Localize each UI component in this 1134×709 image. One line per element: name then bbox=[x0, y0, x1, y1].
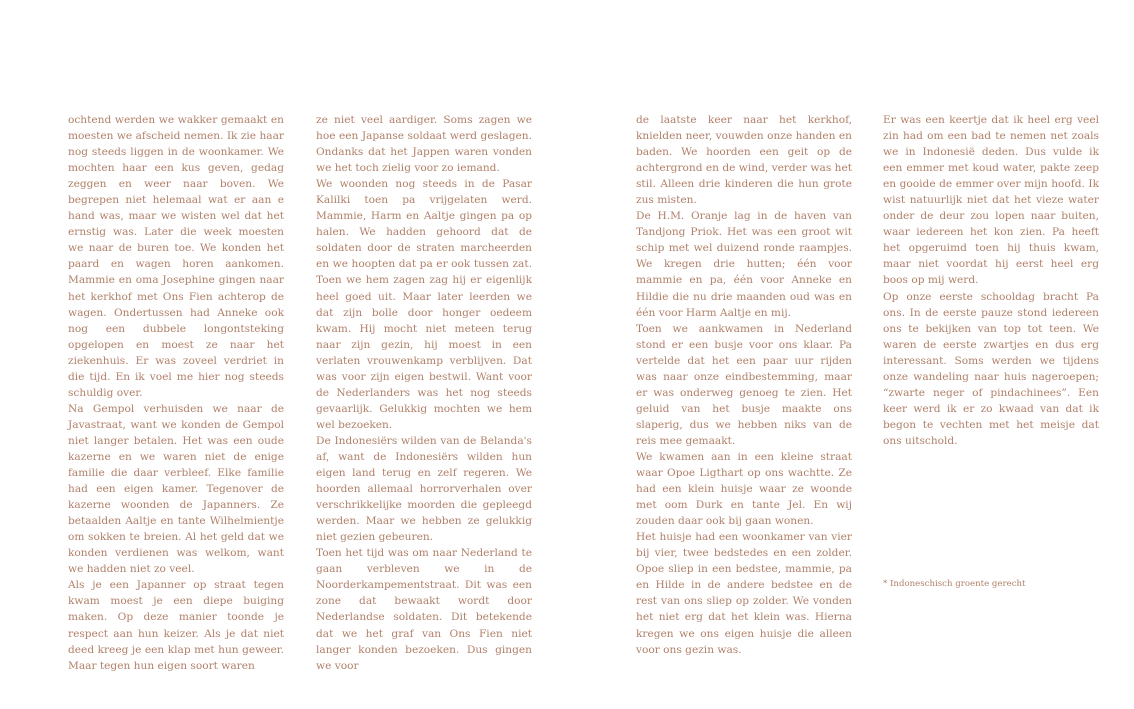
paragraph: Na Gempol verhuisden we naar de Javastraat, want we konden de Gempol niet langer betalen. Het was een oude kazerne en we waren niet de enige familie die daar verbleef. Elke familie had een eigen kamer. Tegenover de kazerne woonden de Japanners. Ze betaalden Aaltje en tante Wilhelmientje om sokken te breien. Al het geld dat we konden verdienen was welkom, want we hadden niet zo veel. bbox=[68, 402, 284, 576]
paragraph: Toen we aankwamen in Nederland stond er een busje voor ons klaar. Pa vertelde dat het een paar uur rijden was naar onze eindbestemming, maar er was onderweg genoeg te zien. Het geluid van het busje maakte ons slaperig, dus we hebben niks van de reis mee gemaakt. bbox=[636, 322, 852, 447]
text-column-1 bbox=[68, 112, 284, 674]
text-column-4 bbox=[883, 112, 1099, 449]
paragraph: Op onze eerste schooldag bracht Pa ons. In de eerste pauze stond iedereen ons te bekijken van top tot teen. We waren de eerste zwartjes en dus erg interessant. Soms werden we tijdens onze wandeling naar huis nageroepen; “zwarte neger of pindachinees”. Een keer werd ik er zo kwaad van dat ik begon te vechten met het meisje dat ons uitschold. bbox=[883, 290, 1099, 447]
paragraph: De H.M. Oranje lag in de haven van Tandjong Priok. Het was een groot wit schip met wel duizend ronde raampjes. We kregen drie hutten; één voor mammie en pa, één voor Anneke en Hildie die nu drie maanden oud was en één voor Harm Aaltje en mij. bbox=[636, 210, 852, 319]
paragraph: de laatste keer naar het kerkhof, knielden neer, vouwden onze handen en baden. We hoorden een geit op de achtergrond en de wind, verder was het stil. Alleen drie kinderen die hun grote zus misten. bbox=[636, 114, 852, 207]
paragraph: ochtend werden we wakker gemaakt en moesten we afscheid nemen. Ik zie haar nog steeds liggen in de woonkamer. We mochten haar een kus geven, gedag zeggen en weer naar boven. We begrepen niet helemaal wat er aan e hand was, maar we wisten wel dat het ernstig was. Later die week moesten we naar de buren toe. We konden het paard en wagen horen aankomen. Mammie en oma Josephine gingen naar het kerkhof met Ons Fien achterop de wagen. Ondertussen had Anneke ook nog een dubbele longontsteking opgelopen en moest ze naar het ziekenhuis. Er was zoveel verdriet in die tijd. En ik voel me hier nog steeds schuldig over. bbox=[68, 114, 284, 399]
paragraph: De Indonesiërs wilden van de Belanda's af, want de Indonesiërs wilden hun eigen land terug en zelf regeren. We hoorden allemaal horrorverhalen over verschrikkelijke moorden die gepleegd werden. Maar we hebben ze gelukkig niet gezien gebeuren. bbox=[316, 434, 532, 544]
text-column-3 bbox=[636, 112, 852, 658]
paragraph: We woonden nog steeds in de Pasar Kalilki toen pa vrijgelaten werd. Mammie, Harm en Aaltje gingen pa op halen. We hadden gehoord dat de soldaten door de straten marcheerden en we hoopten dat pa er ook tussen zat. Toen we hem zagen zag hij er eigenlijk heel goed uit. Maar later leerden we dat zijn bolle door honger oedeem kwam. Hij mocht niet meteen terug naar zijn gezin, hij moest in een verlaten vrouwenkamp verblijven. Dat was voor zijn eigen bestwil. Want voor de Nederlanders was het nog steeds gevaarlijk. Gelukkig mochten we hem wel bezoeken. bbox=[316, 178, 532, 431]
footnote: * Indoneschisch groente gerecht bbox=[883, 579, 1026, 589]
text-column-2 bbox=[316, 112, 532, 674]
paragraph: Toen het tijd was om naar Nederland te gaan verbleven we in de Noorderkampementstraat. Dit was een zone dat bewaakt wordt door Nederlandse soldaten. Dit betekende dat we het graf van Ons Fien niet langer konden bezoeken. Dus gingen we voor bbox=[316, 547, 532, 672]
paragraph: Het huisje had een woonkamer van vier bij vier, twee bedstedes en een zolder. Opoe sliep in een bedstee, mammie, pa en Hilde in de andere bedstee en de rest van ons sliep op zolder. We vonden het niet erg dat het klein was. Hierna kregen we ons eigen huisje die alleen voor ons gezin was. bbox=[636, 531, 852, 656]
paragraph: ze niet veel aardiger. Soms zagen we hoe een Japanse soldaat werd geslagen. Ondanks dat het Jappen waren vonden we het toch zielig voor zo iemand. bbox=[316, 114, 532, 175]
paragraph: We kwamen aan in een kleine straat waar Opoe Ligthart op ons wachtte. Ze had een klein huisje waar ze woonde met oom Durk en tante Jel. En wij zouden daar ook bij gaan wonen. bbox=[636, 450, 852, 528]
paragraph: Er was een keertje dat ik heel erg veel zin had om een bad te nemen net zoals we in Indonesië deden. Dus vulde ik een emmer met koud water, pakte zeep en gooide de emmer over mijn hoofd. Ik wist natuurlijk niet dat het vieze water onder de deur zou lopen naar buiten, waar iedereen het kon zien. Pa heeft het opgeruimd toen hij thuis kwam, maar niet voordat hij eerst heel erg boos op mij werd. bbox=[883, 114, 1099, 287]
paragraph: Als je een Japanner op straat tegen kwam moest je een diepe buiging maken. Op deze manier toonde je respect aan hun keizer. Als je dat niet deed kreeg je een klap met hun geweer. Maar tegen hun eigen soort waren bbox=[68, 579, 284, 672]
